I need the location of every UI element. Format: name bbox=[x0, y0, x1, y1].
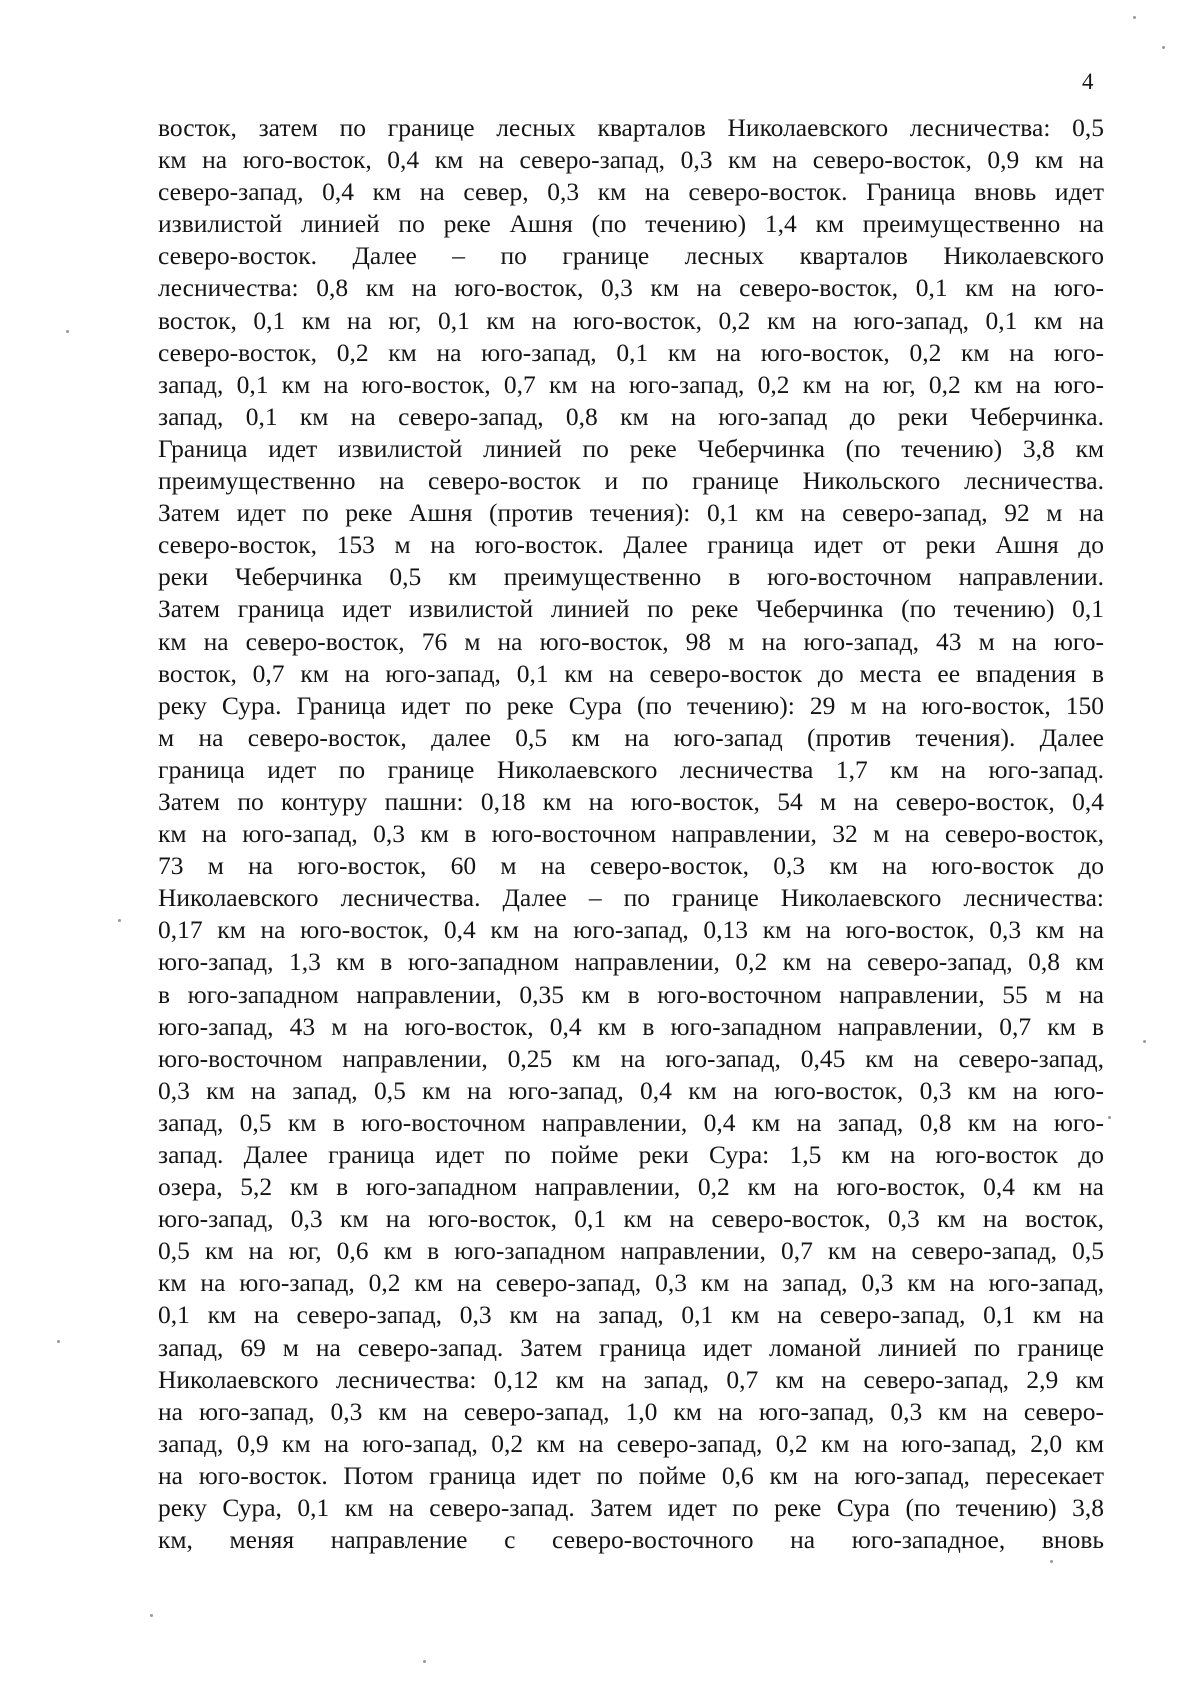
scan-speck bbox=[66, 330, 69, 333]
text-line: запад, 0,9 км на юго-запад, 0,2 км на северо-запад, 0,2 км на юго-запад, 2,0 км bbox=[158, 1428, 1104, 1458]
text-line: 0,1 км на северо-запад, 0,3 км на запад, 0,1 км на северо-запад, 0,1 км на bbox=[158, 1300, 1104, 1330]
scan-speck bbox=[423, 1660, 426, 1663]
text-line: на юго-восток. Потом граница идет по пойме 0,6 км на юго-запад, пересекает bbox=[158, 1460, 1104, 1490]
text-line: 73 м на юго-восток, 60 м на северо-восток, 0,3 км на юго-восток до bbox=[158, 851, 1104, 881]
text-line: км на юго-запад, 0,2 км на северо-запад, 0,3 км на запад, 0,3 км на юго-запад, bbox=[158, 1268, 1104, 1298]
scan-speck bbox=[57, 1340, 60, 1343]
text-line: граница идет по границе Николаевского лесничества 1,7 км на юго-запад. bbox=[158, 754, 1104, 784]
text-line: км, меняя направление с северо-восточного на юго-западное, вновь bbox=[158, 1525, 1104, 1555]
text-line: северо-восток. Далее – по границе лесных кварталов Николаевского bbox=[158, 241, 1104, 271]
text-line: Николаевского лесничества: 0,12 км на запад, 0,7 км на северо-запад, 2,9 км bbox=[158, 1364, 1104, 1394]
text-line: Граница идет извилистой линией по реке Чеберчинка (по течению) 3,8 км bbox=[158, 433, 1104, 463]
text-line: реку Сура, 0,1 км на северо-запад. Затем идет по реке Сура (по течению) 3,8 bbox=[158, 1493, 1104, 1523]
text-line: лесничества: 0,8 км на юго-восток, 0,3 км на северо-восток, 0,1 км на юго- bbox=[158, 273, 1104, 303]
text-line: запад, 69 м на северо-запад. Затем граница идет ломаной линией по границе bbox=[158, 1332, 1104, 1362]
text-line: 0,5 км на юг, 0,6 км в юго-западном направлении, 0,7 км на северо-запад, 0,5 bbox=[158, 1236, 1104, 1266]
text-line: северо-восток, 153 м на юго-восток. Далее граница идет от реки Ашня до bbox=[158, 530, 1104, 560]
text-line: км на северо-восток, 76 м на юго-восток, 98 м на юго-запад, 43 м на юго- bbox=[158, 626, 1104, 656]
text-line: юго-запад, 0,3 км на юго-восток, 0,1 км на северо-восток, 0,3 км на восток, bbox=[158, 1204, 1104, 1234]
text-line: запад, 0,1 км на юго-восток, 0,7 км на юго-запад, 0,2 км на юг, 0,2 км на юго- bbox=[158, 369, 1104, 399]
text-line: км на юго-запад, 0,3 км в юго-восточном направлении, 32 м на северо-восток, bbox=[158, 819, 1104, 849]
text-line: юго-восточном направлении, 0,25 км на юго-запад, 0,45 км на северо-запад, bbox=[158, 1043, 1104, 1073]
text-line: юго-запад, 1,3 км в юго-западном направлении, 0,2 км на северо-запад, 0,8 км bbox=[158, 947, 1104, 977]
scan-speck bbox=[1133, 16, 1136, 19]
text-line: восток, 0,1 км на юг, 0,1 км на юго-восток, 0,2 км на юго-запад, 0,1 км на bbox=[158, 305, 1104, 335]
text-line: Затем граница идет извилистой линией по реке Чеберчинка (по течению) 0,1 bbox=[158, 594, 1104, 624]
body-paragraph bbox=[158, 112, 1104, 1556]
text-line: юго-запад, 43 м на юго-восток, 0,4 км в юго-западном направлении, 0,7 км в bbox=[158, 1011, 1104, 1041]
scan-speck bbox=[150, 1614, 153, 1617]
text-line: 0,3 км на запад, 0,5 км на юго-запад, 0,4 км на юго-восток, 0,3 км на юго- bbox=[158, 1075, 1104, 1105]
text-line: запад, 0,1 км на северо-запад, 0,8 км на юго-запад до реки Чеберчинка. bbox=[158, 401, 1104, 431]
text-line: м на северо-восток, далее 0,5 км на юго-запад (против течения). Далее bbox=[158, 722, 1104, 752]
text-line: северо-запад, 0,4 км на север, 0,3 км на северо-восток. Граница вновь идет bbox=[158, 177, 1104, 207]
text-line: на юго-запад, 0,3 км на северо-запад, 1,0 км на юго-запад, 0,3 км на северо- bbox=[158, 1396, 1104, 1426]
text-line: реку Сура. Граница идет по реке Сура (по течению): 29 м на юго-восток, 150 bbox=[158, 690, 1104, 720]
scan-speck bbox=[1050, 1560, 1053, 1563]
text-line: км на юго-восток, 0,4 км на северо-запад, 0,3 км на северо-восток, 0,9 км на bbox=[158, 145, 1104, 175]
text-line: Затем по контуру пашни: 0,18 км на юго-восток, 54 м на северо-восток, 0,4 bbox=[158, 786, 1104, 816]
text-line: Затем идет по реке Ашня (против течения): 0,1 км на северо-запад, 92 м на bbox=[158, 498, 1104, 528]
scan-speck bbox=[1108, 1116, 1111, 1119]
text-line: 0,17 км на юго-восток, 0,4 км на юго-запад, 0,13 км на юго-восток, 0,3 км на bbox=[158, 915, 1104, 945]
page-number: 4 bbox=[1082, 69, 1094, 94]
text-line: запад, 0,5 км в юго-восточном направлении, 0,4 км на запад, 0,8 км на юго- bbox=[158, 1107, 1104, 1137]
text-line: реки Чеберчинка 0,5 км преимущественно в юго-восточном направлении. bbox=[158, 562, 1104, 592]
text-line: извилистой линией по реке Ашня (по течению) 1,4 км преимущественно на bbox=[158, 209, 1104, 239]
text-line: восток, затем по границе лесных кварталов Николаевского лесничества: 0,5 bbox=[158, 113, 1104, 142]
scan-speck bbox=[118, 919, 121, 922]
scan-speck bbox=[1143, 1040, 1146, 1043]
text-line: преимущественно на северо-восток и по границе Никольского лесничества. bbox=[158, 466, 1104, 496]
text-line: в юго-западном направлении, 0,35 км в юго-восточном направлении, 55 м на bbox=[158, 979, 1104, 1009]
text-line: северо-восток, 0,2 км на юго-запад, 0,1 км на юго-восток, 0,2 км на юго- bbox=[158, 337, 1104, 367]
text-line: запад. Далее граница идет по пойме реки Сура: 1,5 км на юго-восток до bbox=[158, 1140, 1104, 1169]
text-line: восток, 0,7 км на юго-запад, 0,1 км на северо-восток до места ее впадения в bbox=[158, 658, 1104, 688]
scan-speck bbox=[1162, 46, 1165, 49]
text-line: Николаевского лесничества. Далее – по границе Николаевского лесничества: bbox=[158, 883, 1104, 913]
text-line: озера, 5,2 км в юго-западном направлении, 0,2 км на юго-восток, 0,4 км на bbox=[158, 1172, 1104, 1202]
